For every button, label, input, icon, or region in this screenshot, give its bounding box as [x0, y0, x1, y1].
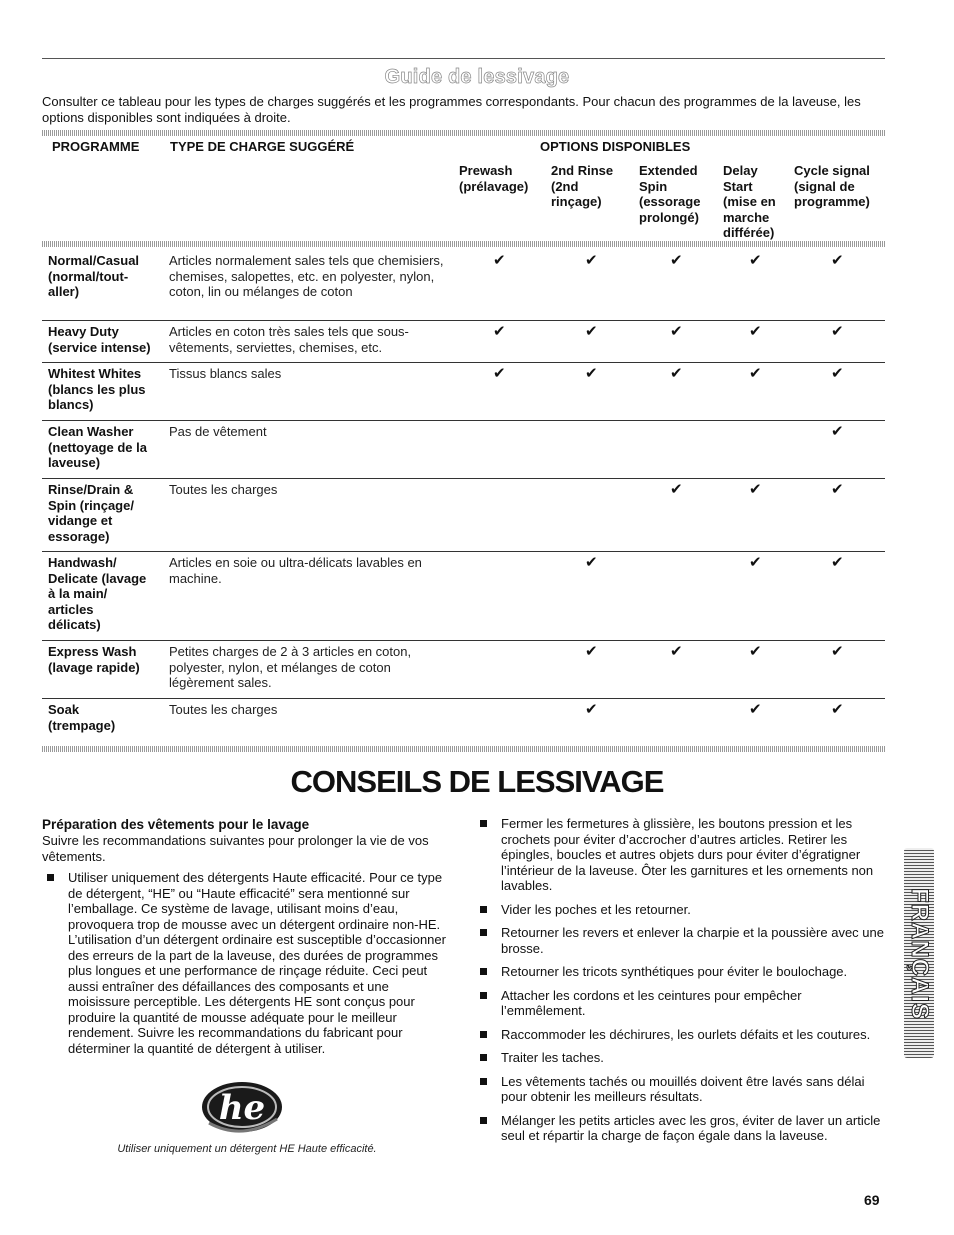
bullet-item — [475, 1050, 887, 1066]
checkmark-icon: ✔ — [749, 481, 762, 498]
program-name: Clean Washer (nettoyage de la laveuse) — [48, 424, 147, 470]
program-name: Heavy Duty (service intense) — [48, 324, 151, 355]
checkmark-icon: ✔ — [749, 643, 762, 660]
tips-intro: Suivre les recommandations suivantes pour prolonger la vie de vos vêtements. — [42, 833, 429, 864]
bullet-item — [475, 816, 887, 894]
program-name: Express Wash (lavage rapide) — [48, 644, 140, 675]
square-bullet-icon — [480, 1054, 487, 1061]
program-name: Normal/Casual (normal/tout- aller) — [48, 253, 140, 299]
checkmark-icon: ✔ — [493, 252, 506, 269]
load-type: Articles en soie ou ultra-délicats lavables en machine. — [169, 555, 422, 586]
square-bullet-icon — [480, 820, 487, 827]
tips-title: CONSEILS DE LESSIVAGE — [290, 764, 664, 799]
option-header-3: Extended Spin (essorage prolongé) — [639, 163, 701, 225]
bullet-item — [475, 1074, 887, 1105]
bullet-item — [475, 1027, 887, 1043]
top-rule — [42, 58, 885, 59]
page-number: 69 — [864, 1192, 880, 1208]
bullet-text: Vider les poches et les retourner. — [501, 901, 691, 917]
row-divider — [42, 420, 885, 421]
row-divider — [42, 551, 885, 552]
checkmark-icon: ✔ — [585, 554, 598, 571]
language-side-tab — [904, 848, 934, 1058]
checkmark-icon: ✔ — [749, 365, 762, 382]
load-type: Petites charges de 2 à 3 articles en coton, polyester, nylon, et mélanges de coton légèrement sales. — [169, 644, 412, 690]
checkmark-icon: ✔ — [585, 252, 598, 269]
checkmark-icon: ✔ — [670, 323, 683, 340]
checkmark-icon: ✔ — [749, 323, 762, 340]
program-name: Soak (trempage) — [48, 702, 116, 733]
load-type: Pas de vêtement — [169, 424, 267, 439]
row-divider — [42, 478, 885, 479]
option-header-1: Prewash (prélavage) — [459, 163, 529, 194]
square-bullet-icon — [480, 992, 487, 999]
checkmark-icon: ✔ — [831, 323, 844, 340]
bullet-item — [475, 1113, 887, 1144]
checkmark-icon: ✔ — [585, 643, 598, 660]
square-bullet-icon — [480, 1117, 487, 1124]
header-bottom-hatch — [42, 241, 885, 247]
guide-title: Guide de lessivage — [384, 66, 570, 88]
checkmark-icon: ✔ — [670, 365, 683, 382]
option-header-4: Delay Start (mise en marche différée) — [723, 163, 776, 240]
option-header-2: 2nd Rinse (2nd rinçage) — [551, 163, 614, 209]
checkmark-icon: ✔ — [831, 554, 844, 571]
square-bullet-icon — [480, 1031, 487, 1038]
bullet-item — [475, 988, 887, 1019]
bullet-item — [42, 870, 452, 1056]
checkmark-icon: ✔ — [831, 481, 844, 498]
square-bullet-icon — [47, 874, 54, 881]
load-type: Articles normalement sales tels que chemisiers, chemises, salopettes, etc. en polyester, nylon, coton, lin ou mélanges de coton — [169, 253, 444, 299]
row-divider — [42, 320, 885, 321]
bullet-text: Utiliser uniquement des détergents Haute efficacité. Pour ce type de détergent, “HE” ou “Haute efficacité” sera mentionné sur l’emballage. Ce système de lavage, utilisant moins d’eau, provoquera trop de mousse avec un détergent ordinaire non-HE. L’utilisation d’un détergent ordinaire est susceptible d’occasionner des erreurs de la part de la laveuse, des durées de programmes plus longues et une performance de rinçage réduite. Ceci peut aussi entraîner des défaillances des composants et une moisissure perceptible. Les détergents HE sont conçus pour produire la quantité de mousse adéquate pour le meilleur rendement. Suivre les recommandations du fabricant pour déterminer la quantité de détergent à utiliser. — [68, 870, 446, 1056]
bullet-text: Fermer les fermetures à glissière, les boutons pression et les crochets pour éviter d’accrocher d’autres articles. Retirer les épingles, boucles et autres objets durs pour éviter d’égratigner l’intérieur de la laveuse. Ôter les garnitures et les ornements non lavables. — [501, 816, 874, 893]
bullet-text: Retourner les tricots synthétiques pour éviter le boulochage. — [501, 964, 848, 979]
tips-right-list — [475, 816, 887, 1144]
checkmark-icon: ✔ — [670, 481, 683, 498]
bullet-item — [475, 964, 887, 980]
bullet-text: Attacher les cordons et les ceintures pour empêcher l’emmêlement. — [501, 987, 802, 1018]
checkmark-icon: ✔ — [670, 643, 683, 660]
table-bottom-hatch — [42, 746, 885, 752]
tips-subheading: Préparation des vêtements pour le lavage — [42, 817, 310, 832]
checkmark-icon: ✔ — [585, 701, 598, 718]
checkmark-icon: ✔ — [831, 701, 844, 718]
table-top-hatch — [42, 130, 885, 136]
bullet-text: Traiter les taches. — [501, 1050, 604, 1065]
row-divider — [42, 362, 885, 363]
bullet-text: Retourner les revers et enlever la charpie et la poussière avec une brosse. — [501, 925, 884, 956]
load-type: Toutes les charges — [169, 482, 278, 497]
he-logo — [199, 1079, 285, 1142]
tips-left-list — [42, 870, 452, 1056]
tips-left-column — [42, 817, 452, 1064]
side-tab-label: FRANÇAIS — [906, 888, 933, 1020]
tips-right-column — [475, 816, 887, 1152]
square-bullet-icon — [480, 906, 487, 913]
load-type: Toutes les charges — [169, 702, 278, 717]
checkmark-icon: ✔ — [493, 365, 506, 382]
option-header-5: Cycle signal (signal de programme) — [794, 163, 870, 209]
he-caption: Utiliser uniquement un détergent HE Haute efficacité. — [117, 1143, 377, 1155]
checkmark-icon: ✔ — [831, 365, 844, 382]
checkmark-icon: ✔ — [831, 252, 844, 269]
bullet-text: Les vêtements tachés ou mouillés doivent être lavés sans délai pour obtenir les meilleurs résultats. — [501, 1073, 865, 1104]
row-divider — [42, 698, 885, 699]
bullet-text: Mélanger les petits articles avec les gros, éviter de laver un article seul et répartir la charge de façon égale dans la laveuse. — [501, 1112, 881, 1143]
checkmark-icon: ✔ — [831, 643, 844, 660]
program-name: Rinse/Drain & Spin (rinçage/ vidange et essorage) — [48, 482, 134, 544]
header-load-type: TYPE DE CHARGE SUGGÉRÉ — [170, 139, 355, 154]
square-bullet-icon — [480, 929, 487, 936]
row-divider — [42, 640, 885, 641]
load-type: Tissus blancs sales — [169, 366, 282, 381]
checkmark-icon: ✔ — [749, 554, 762, 571]
bullet-text: Raccommoder les déchirures, les ourlets défaits et les coutures. — [501, 1026, 871, 1042]
square-bullet-icon — [480, 968, 487, 975]
checkmark-icon: ✔ — [585, 365, 598, 382]
header-options: OPTIONS DISPONIBLES — [540, 139, 691, 154]
checkmark-icon: ✔ — [585, 323, 598, 340]
he-logo-text: he — [218, 1088, 266, 1128]
checkmark-icon: ✔ — [670, 252, 683, 269]
bullet-item — [475, 902, 887, 918]
load-type: Articles en coton très sales tels que sous-vêtements, serviettes, chemises, etc. — [169, 324, 409, 355]
square-bullet-icon — [480, 1078, 487, 1085]
checkmark-icon: ✔ — [749, 701, 762, 718]
checkmark-icon: ✔ — [749, 252, 762, 269]
checkmark-icon: ✔ — [831, 423, 844, 440]
program-name: Handwash/ Delicate (lavage à la main/ articles délicats) — [48, 555, 147, 632]
header-program: PROGRAMME — [52, 139, 140, 154]
bullet-item — [475, 925, 887, 956]
program-name: Whitest Whites (blancs les plus blancs) — [48, 366, 146, 412]
checkmark-icon: ✔ — [493, 323, 506, 340]
guide-intro: Consulter ce tableau pour les types de charges suggérés et les programmes correspondants. Pour chacun des programmes de la laveuse, les options disponibles sont indiquées à droite. — [42, 94, 861, 125]
